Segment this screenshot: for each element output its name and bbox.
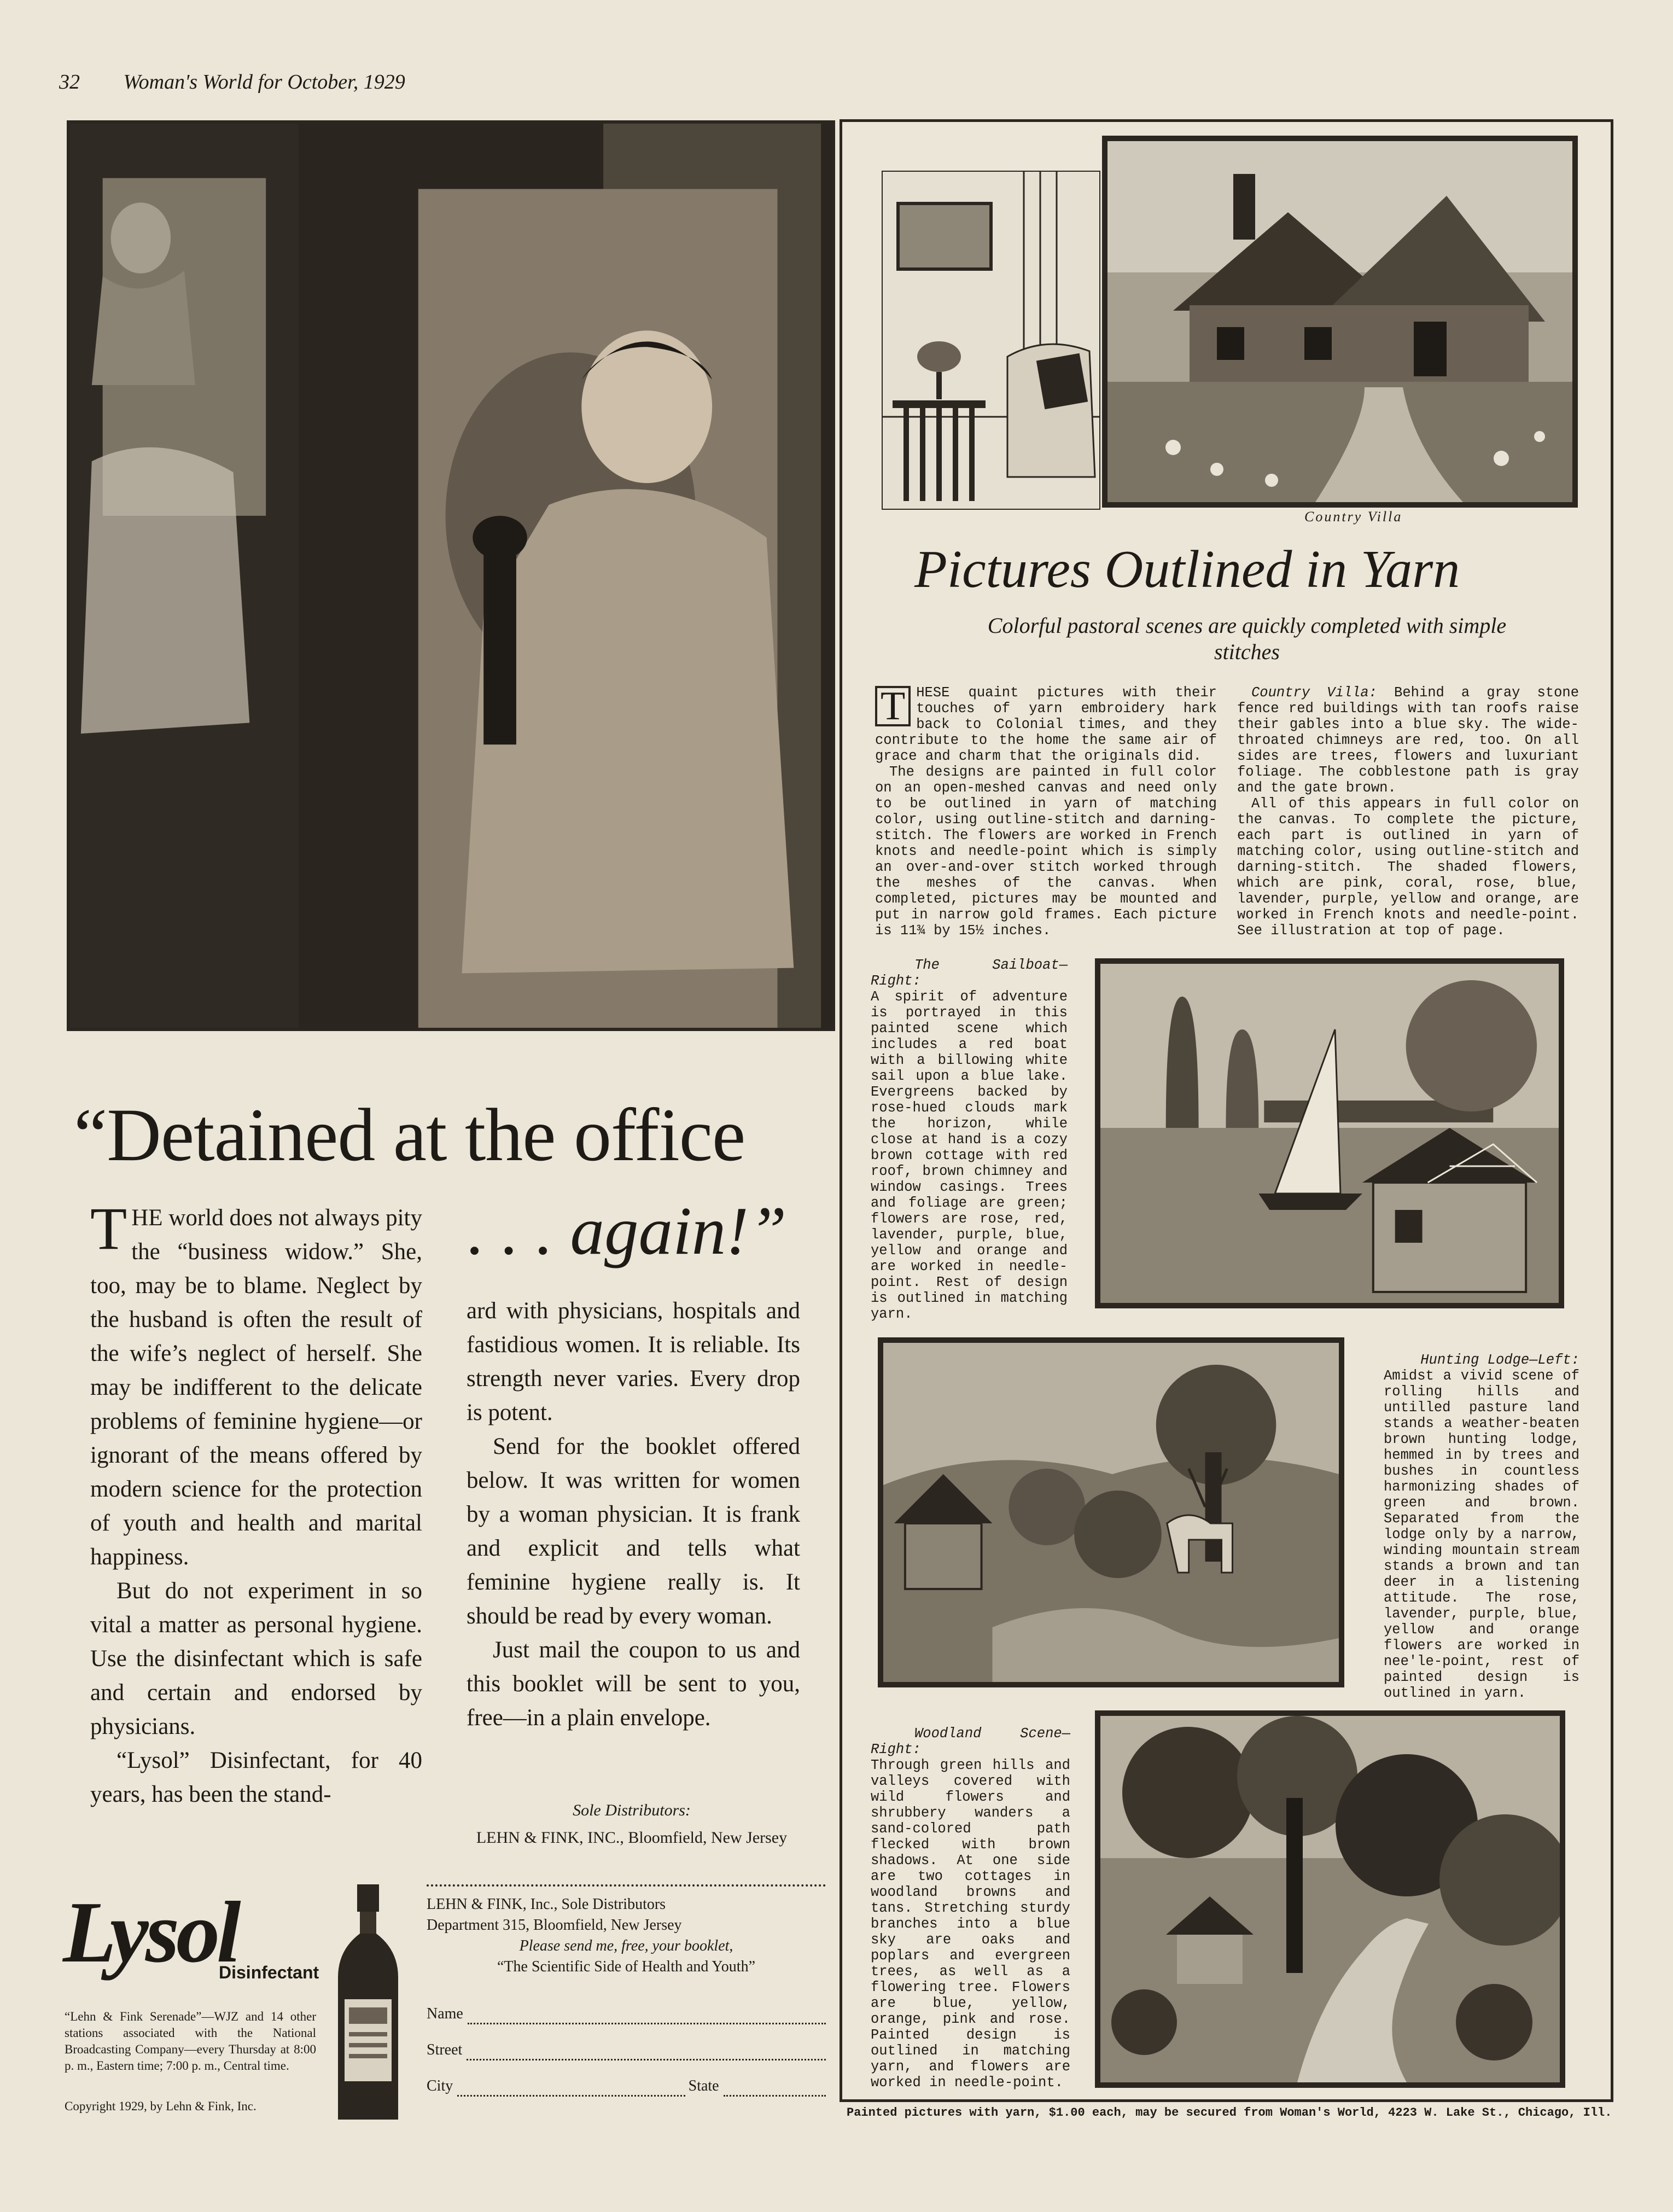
country-villa-paragraph-2: All of this appears in full color on the canvas. To complete the picture, each part is outlined in yarn of matching color, using outline-stitch and darning-stitch. The shaded flowers, which are pink, coral, rose, blue, lavender, purple, yellow and orange, are worked in French knots and needle-point. See illustration at top of page.: [1237, 796, 1579, 939]
sailboat-picture: [1095, 958, 1564, 1308]
ad-paragraph-4: ard with physicians, hospitals and fastidious women. It is reliable. Its strength never varies. Every drop is potent.: [467, 1298, 800, 1425]
coupon-city-label: City: [427, 2077, 453, 2094]
coupon-city-field[interactable]: [457, 2081, 685, 2097]
ad-paragraph-2: But do not experiment in so vital a matter as personal hygiene. Use the disinfectant which is safe and certain and endorsed by physicians.: [90, 1578, 422, 1739]
hunting-lodge-label: Hunting Lodge—Left:: [1420, 1352, 1579, 1368]
sailboat-illustration: [1100, 964, 1559, 1303]
hunting-lodge-text: Amidst a vivid scene of rolling hills and untilled pasture land stands a weather-beaten brown hunting lodge, hemmed in by trees and bushes in countless harmonizing shades of green and brown. Separated from the lodge only by a narrow, winding mountain stream stands a brown and tan deer in a listening attitude. The rose, lavender, purple, blue, yellow and orange flowers are worked in nee'le-point, rest of painted design is outlined in yarn.: [1384, 1368, 1579, 1701]
page-number: 32: [59, 71, 80, 94]
woodland-label: Woodland Scene—Right:: [871, 1726, 1070, 1757]
coupon-line-4: “The Scientific Side of Health and Youth”: [497, 1958, 755, 1975]
ad-paragraph-5: Send for the booklet offered below. It was written for women by a woman physician. It is frank and explicit and tells what feminine hygiene really is. It should be read by every woman.: [467, 1434, 800, 1629]
ad-photograph: [67, 120, 835, 1031]
coupon-street-row: [427, 2024, 826, 2060]
sole-distributors: [465, 1797, 798, 1852]
ad-subheadline: . . . again!”: [468, 1194, 787, 1269]
copyright-note: Copyright 1929, by Lehn & Fink, Inc.: [65, 2099, 257, 2113]
coupon-city-row: [427, 2060, 826, 2097]
feature-intro-paragraph-2: The designs are painted in full color on an open-meshed canvas and need only to be outlined in yarn of matching color, using outline-stitch and darning-stitch. The flowers are worked in French knots and needle-point which is simply an over-and-over stitch worked through the meshes of the canvas. When completed, pictures may be mounted and put in narrow gold frames. Each picture is 11¾ by 15½ inches.: [875, 764, 1217, 939]
coupon-street-label: Street: [427, 2041, 463, 2058]
coupon-name-field[interactable]: [468, 2009, 826, 2024]
coupon-line-1: LEHN & FINK, Inc., Sole Distributors: [427, 1896, 666, 1913]
feature-intro-paragraph-1: HESE quaint pictures with their touches of yarn embroidery hark back to Colonial times, and they contribute to the home the same air of grace and charm that the originals did.: [875, 685, 1217, 764]
country-villa-illustration: [1107, 141, 1572, 502]
country-villa-caption: Country Villa: [1304, 509, 1403, 525]
feature-intro-column: [875, 685, 1217, 939]
country-villa-label: Country Villa:: [1251, 685, 1377, 701]
lysol-bottle-icon: [333, 1884, 404, 2125]
coupon-street-field[interactable]: [467, 2045, 826, 2060]
hunting-lodge-description: [1384, 1352, 1579, 1701]
sole-distributors-label: Sole Distributors:: [573, 1801, 691, 1819]
ad-paragraph-6: Just mail the coupon to us and this booklet will be sent to you, free—in a plain envelope.: [467, 1637, 800, 1731]
running-header: [59, 70, 405, 94]
lysol-logo-subtitle: Disinfectant: [219, 1963, 319, 1982]
feature-title: Pictures Outlined in Yarn: [914, 540, 1460, 599]
woman-at-telephone-photo: [70, 124, 832, 1028]
feature-footer-note: Painted pictures with yarn, $1.00 each, may be secured from Woman's World, 4223 W. Lake St., Chicago, Ill.: [847, 2106, 1612, 2120]
country-villa-picture: [1102, 136, 1578, 508]
sole-distributors-name: LEHN & FINK, INC., Bloomfield, New Jersey: [476, 1829, 788, 1847]
ad-body-column-2: [467, 1294, 800, 1735]
coupon-cut-line: [427, 1884, 826, 1887]
lysol-logo: Lysol: [63, 1883, 238, 1981]
coupon-name-row: [427, 1988, 826, 2024]
sailboat-text: A spirit of adventure is portrayed in this painted scene which includes a red boat with a billowing white sail upon a blue lake. Evergreens backed by rose-hued clouds mark the horizon, while close at hand is a cozy brown cottage with red roof, brown chimney and window casings. Trees and foliage are green; flowers are rose, red, lavender, purple, blue, yellow and orange and are worked in needle-point. Rest of design is outlined in matching yarn.: [871, 989, 1068, 1322]
sailboat-description: [871, 957, 1068, 1322]
ad-paragraph-3: “Lysol” Disinfectant, for 40 years, has been the stand-: [90, 1748, 422, 1807]
coupon-name-label: Name: [427, 2005, 463, 2022]
coupon-state-field[interactable]: [724, 2081, 826, 2097]
feature-subtitle: Colorful pastoral scenes are quickly completed with simple stitches: [987, 613, 1507, 664]
running-title: Woman's World for October, 1929: [123, 71, 405, 94]
country-villa-column: [1237, 685, 1579, 939]
coupon-line-3: Please send me, free, your booklet,: [519, 1937, 733, 1954]
feature-drop-cap: T: [875, 686, 911, 726]
ad-headline: “Detained at the office: [74, 1093, 745, 1177]
room-sketch-illustration: [882, 171, 1100, 510]
sailboat-label: The Sailboat—Right:: [871, 957, 1068, 989]
woodland-scene-illustration: [1100, 1716, 1560, 2082]
radio-note: “Lehn & Fink Serenade”—WJZ and 14 other stations associated with the National Broadcasting Company—every Thursday at 8:00 p. m., Eastern time; 7:00 p. m., Central time.: [65, 2010, 316, 2073]
woodland-text: Through green hills and valleys covered with wild flowers and shrubbery wanders a sand-colored path flecked with brown shadows. At one side are two cottages in woodland browns and tans. Stretching sturdy branches into a blue sky are oaks and poplars and evergreen trees, as well as a flowering tree. Flowers are blue, yellow, orange, pink and rose. Painted design is outlined in matching yarn, and flowers are worked in needle-point.: [871, 1757, 1070, 2091]
country-villa-paragraph-1: Behind a gray stone fence red buildings with tan roofs raise their gables into a blue sky. The wide-throated chimneys are red, too. On all sides are trees, flowers and luxuriant foliage. The cobblestone path is gray and the gate brown.: [1237, 685, 1579, 796]
hunting-lodge-picture: [878, 1337, 1344, 1687]
coupon-state-label: State: [688, 2077, 719, 2094]
woodland-description: [871, 1726, 1070, 2091]
drop-cap: T: [90, 1195, 127, 1262]
ad-paragraph-1: HE world does not always pity the “business widow.” She, too, may be to blame. Neglect by the husband is often the result of the wife’s neglect of herself. She may be indifferent to the delicate problems of feminine hygiene—or ignorant of the means offered by modern science for the protection of youth and health and marital happiness.: [90, 1205, 422, 1570]
coupon-line-2: Department 315, Bloomfield, New Jersey: [427, 1917, 682, 1934]
hunting-lodge-illustration: [883, 1343, 1339, 1682]
coupon-form: [427, 1988, 826, 2097]
ad-body-column-1: [90, 1195, 422, 1812]
mail-coupon: [427, 1884, 826, 2097]
woodland-scene-picture: [1095, 1710, 1565, 2088]
